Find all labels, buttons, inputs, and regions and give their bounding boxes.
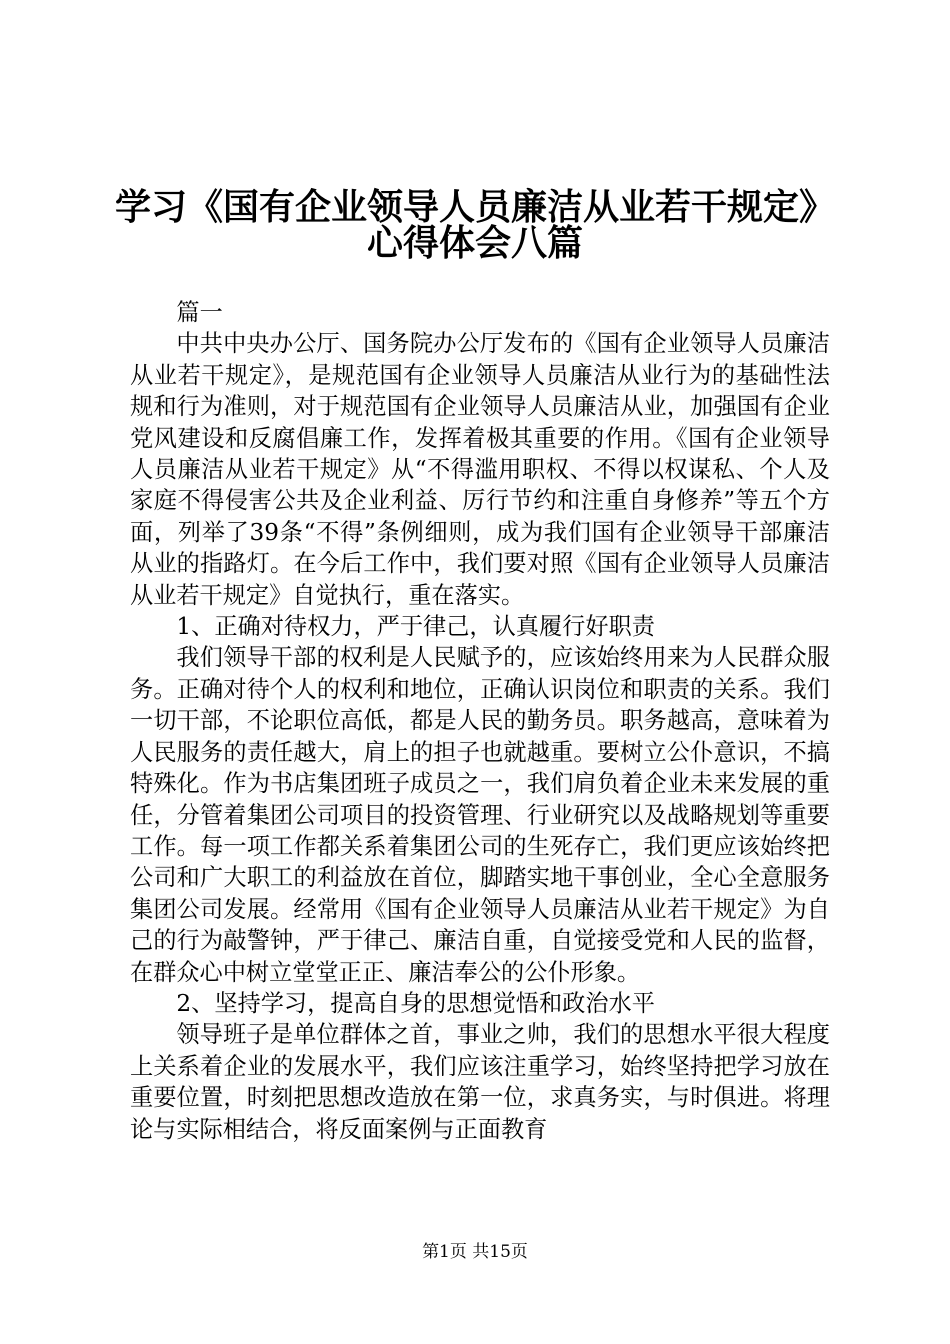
body-paragraph: 我们领导干部的权利是人民赋予的，应该始终用来为人民群众服务。正确对待个人的权利和地位，正确认识岗位和职责的关系。我们一切干部，不论职位高低，都是人民的勤务员。职务越高，意味着为人民服务的责任越大，肩上的担子也就越重。要树立公仆意识，不搞特殊化。作为书店集团班子成员之一，我们肩负着企业未来发展的重任，分管着集团公司项目的投资管理、行业研究以及战略规划等重要工作。每一项工作都关系着集团公司的生死存亡，我们更应该始终把公司和广大职工的利益放在首位，脚踏实地干事创业，全心全意服务集团公司发展。经常用《国有企业领导人员廉洁从业若干规定》为自己的行为敲警钟，严于律己、廉洁自重，自觉接受党和人民的监督，在群众心中树立堂堂正正、廉洁奉公的公仆形象。 (130, 644, 830, 986)
document-body (130, 297, 830, 1145)
document-title-line2: 心得体会八篇 (366, 223, 583, 264)
section-heading: 1、正确对待权力，严于律己，认真履行好职责 (176, 613, 655, 641)
page-footer: 第1页 共15页 (422, 1242, 528, 1262)
body-paragraph: 中共中央办公厅、国务院办公厅发布的《国有企业领导人员廉洁从业若干规定》，是规范国有企业领导人员廉洁从业行为的基础性法规和行为准则，对于规范国有企业领导人员廉洁从业，加强国有企业党风建设和反腐倡廉工作，发挥着极其重要的作用。《国有企业领导人员廉洁从业若干规定》从“不得滥用职权、不得以权谋私、个人及家庭不得侵害公共及企业利益、厉行节约和注重自身修养”等五个方面，列举了39条“不得”条例细则，成为我们国有企业领导干部廉洁从业的指路灯。在今后工作中，我们要对照《国有企业领导人员廉洁从业若干规定》自觉执行，重在落实。 (130, 330, 830, 609)
section-heading: 2、坚持学习，提高自身的思想觉悟和政治水平 (176, 989, 655, 1017)
section-label: 篇一 (176, 299, 223, 326)
document-title-line1: 学习《国有企业领导人员廉洁从业若干规定》 (114, 187, 835, 228)
body-paragraph: 领导班子是单位群体之首，事业之帅，我们的思想水平很大程度上关系着企业的发展水平，我们应该注重学习，始终坚持把学习放在重要位置，时刻把思想改造放在第一位，求真务实，与时俱进。将理论与实际相结合，将反面案例与正面教育 (130, 1021, 830, 1143)
